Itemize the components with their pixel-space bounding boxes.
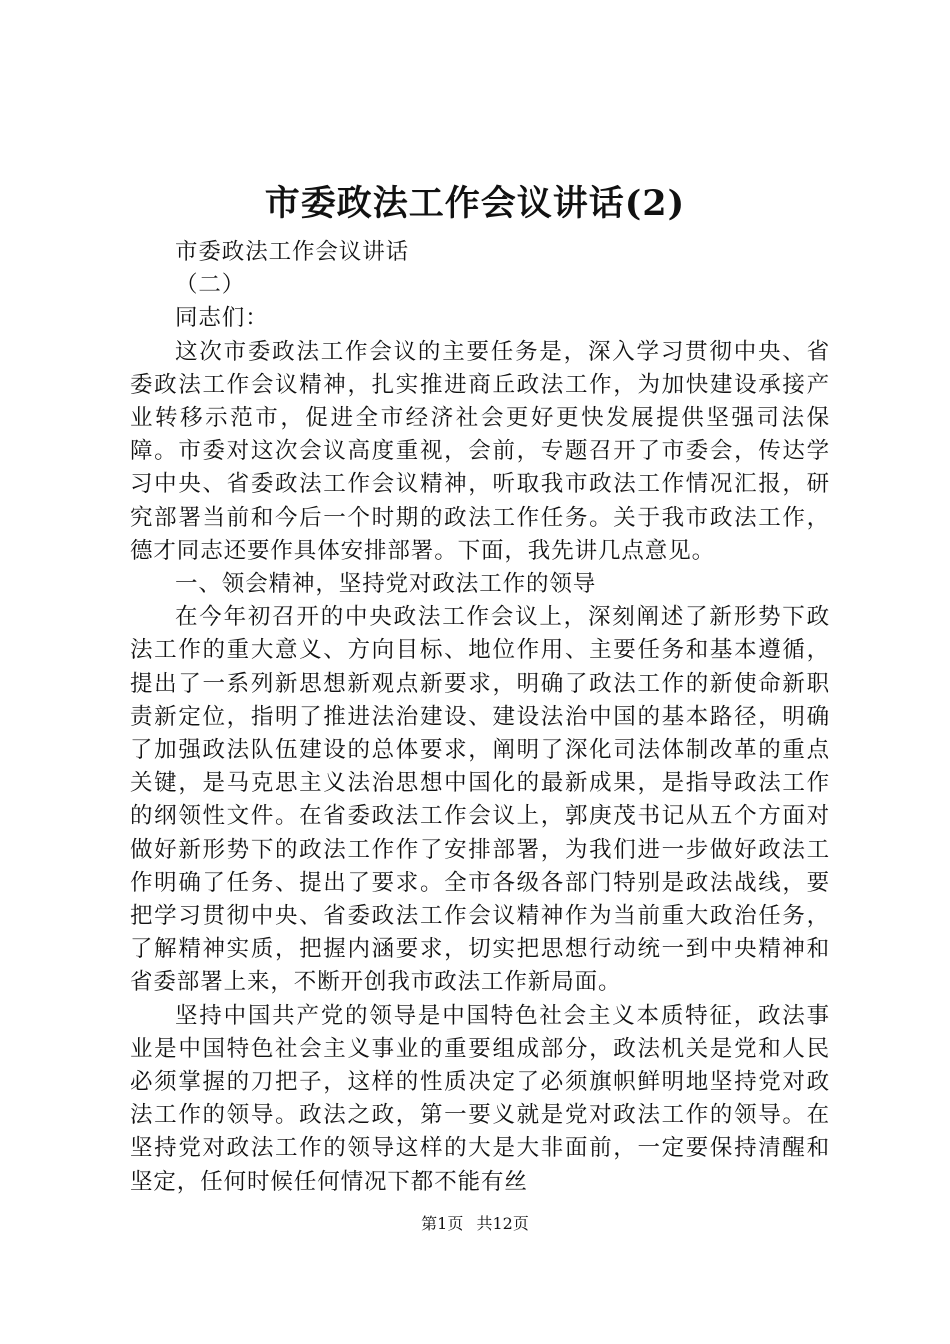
paragraph-section-1-a: 在今年初召开的中央政法工作会议上，深刻阐述了新形势下政法工作的重大意义、方向目标、地位作用、主要任务和基本遵循，提出了一系列新思想新观点新要求，明确了政法工作的新使命新职责新定位，指明了推进法治建设、建设法治中国的基本路径，明确了加强政法队伍建设的总体要求，阐明了深化司法体制改革的重点关键，是马克思主义法治思想中国化的最新成果，是指导政法工作的纲领性文件。在省委政法工作会议上，郭庚茂书记从五个方面对做好新形势下的政法工作作了安排部署，为我们进一步做好政法工作明确了任务、提出了要求。全市各级各部门特别是政法战线，要把学习贯彻中央、省委政法工作会议精神作为当前重大政治任务，了解精神实质，把握内涵要求，切实把思想行动统一到中央精神和省委部署上来，不断开创我市政法工作新局面。 xyxy=(130,604,830,996)
paragraph-subtitle: 市委政法工作会议讲话 xyxy=(175,239,410,265)
paragraph-intro: 这次市委政法工作会议的主要任务是，深入学习贯彻中央、省委政法工作会议精神，扎实推进商丘政法工作，为加快建设承接产业转移示范市，促进全市经济社会更好更快发展提供坚强司法保障。市委对这次会议高度重视，会前，专题召开了市委会，传达学习中央、省委政法工作会议精神，听取我市政法工作情况汇报，研究部署当前和今后一个时期的政法工作任务。关于我市政法工作，德才同志还要作具体安排部署。下面，我先讲几点意见。 xyxy=(130,338,830,564)
paragraph-salutation: 同志们： xyxy=(175,305,269,332)
document-title: 市委政法工作会议讲话(2) xyxy=(264,183,686,224)
page-footer xyxy=(0,1213,950,1235)
paragraph-part-number: （二） xyxy=(175,272,246,299)
document-body xyxy=(130,236,830,1199)
paragraph-section-1-b: 坚持中国共产党的领导是中国特色社会主义本质特征，政法事业是中国特色社会主义事业的重要组成部分，政法机关是党和人民必须掌握的刀把子，这样的性质决定了必须旗帜鲜明地坚持党对政法工作的领导。政法之政，第一要义就是党对政法工作的领导。在坚持党对政法工作的领导这样的大是大非面前，一定要保持清醒和坚定，任何时候任何情况下都不能有丝 xyxy=(130,1002,830,1195)
section-heading-1: 一、领会精神，坚持党对政法工作的领导 xyxy=(175,571,597,598)
page-total: 共12页 xyxy=(476,1214,529,1233)
page-number: 第1页 xyxy=(421,1214,464,1233)
